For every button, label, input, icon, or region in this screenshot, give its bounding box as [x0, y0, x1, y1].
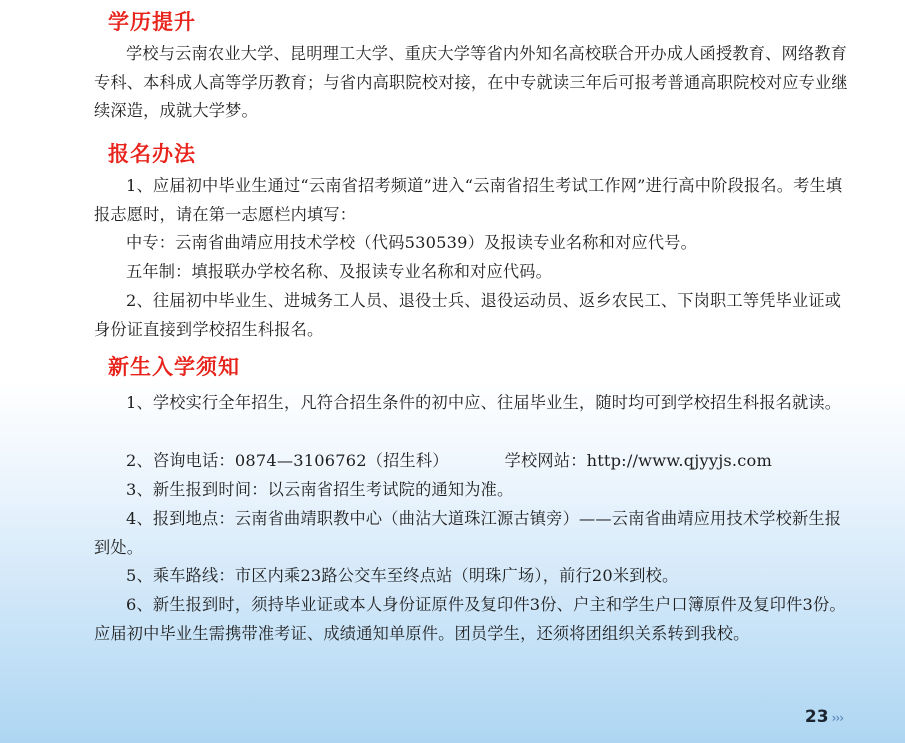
notice-item-6: 6、新生报到时，须持毕业证或本人身份证原件及复印件3份、户主和学生户口簿原件及复印件3份。应届初中毕业生需携带准考证、成绩通知单原件。团员学生，还须将团组织关系转到我校。 [94, 595, 846, 643]
notice-item-4: 4、报到地点：云南省曲靖职教中心（曲沾大道珠江源古镇旁）——云南省曲靖应用技术学校新生报到处。 [94, 509, 842, 557]
notice-item-3: 3、新生报到时间：以云南省招生考试院的通知为准。 [126, 480, 514, 499]
chevron-right-icon: ››› [831, 711, 843, 725]
section-title-new-student-notice: 新生入学须知 [108, 355, 240, 379]
registration-paragraph-2: 2、往届初中毕业生、进城务工人员、退役士兵、退役运动员、返乡农民工、下岗职工等凭毕业证或身份证直接到学校招生科报名。 [94, 291, 842, 339]
notice-item-2 [126, 447, 772, 476]
section-title-education-upgrade: 学历提升 [108, 10, 196, 34]
section-title-registration: 报名办法 [108, 142, 196, 166]
contact-phone: 2、咨询电话：0874—3106762（招生科） [126, 451, 449, 470]
notice-item-1: 1、学校实行全年招生，凡符合招生条件的初中应、往届毕业生，随时均可到学校招生科报名就读。 [126, 393, 842, 412]
page-number-value: 23 [804, 707, 829, 727]
registration-secondary-school-line: 中专：云南省曲靖应用技术学校（代码530539）及报读专业名称和对应代号。 [126, 233, 698, 252]
page-number [805, 707, 843, 727]
education-upgrade-paragraph: 学校与云南农业大学、昆明理工大学、重庆大学等省内外知名高校联合开办成人函授教育、网络教育专科、本科成人高等学历教育；与省内高职院校对接，在中专就读三年后可报考普通高职院校对应专业继续深造，成就大学梦。 [94, 44, 848, 120]
registration-paragraph-1: 1、应届初中毕业生通过“云南省招考频道”进入“云南省招生考试工作网”进行高中阶段报名。考生填报志愿时，请在第一志愿栏内填写： [94, 176, 843, 224]
registration-five-year-line: 五年制：填报联办学校名称、及报读专业名称和对应代码。 [126, 262, 553, 281]
school-website: 学校网站：http://www.qjyyjs.com [504, 451, 773, 470]
notice-item-5: 5、乘车路线：市区内乘23路公交车至终点站（明珠广场），前行20米到校。 [126, 566, 679, 585]
